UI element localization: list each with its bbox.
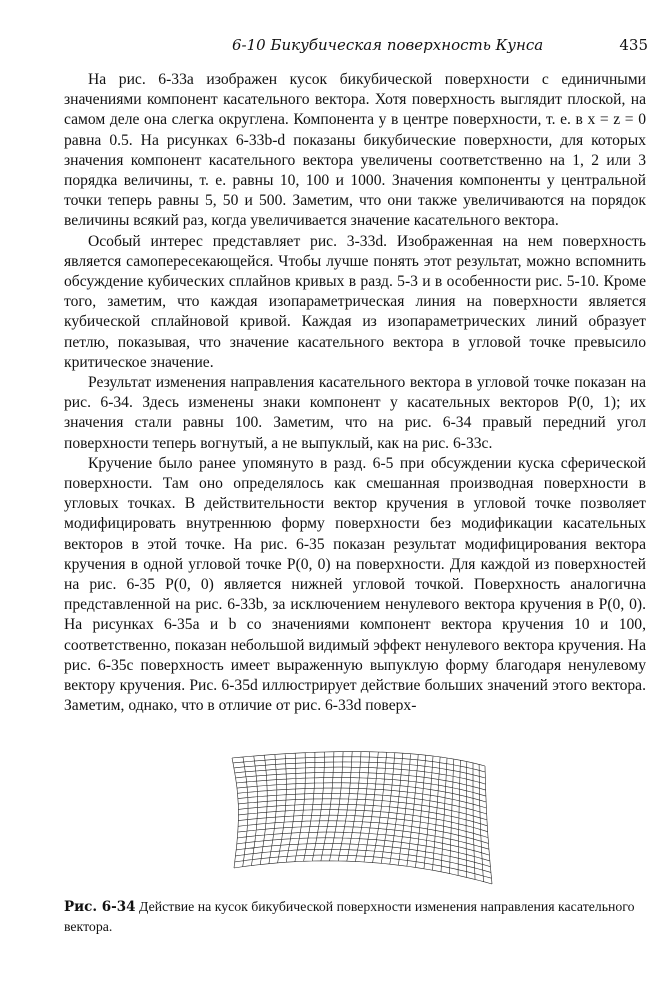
- paragraph: Особый интерес представляет рис. 3-33d. Изображенная на нем поверхность является самопересекающейся. Чтобы лучше понять этот результат, можно вспомнить обсуждение кубических сплайнов кривых в разд. 5-3 и в особенности рис. 5-10. Кроме того, заметим, что каждая изопараметрическая линия на поверхности является кубической сплайновой кривой. Каждая из изопараметрических линий образует петлю, показывая, что значение касательного вектора в угловой точке превысило критическое значение.: [64, 232, 646, 371]
- page-number: 435: [619, 36, 648, 54]
- caption-label: Рис. 6-34: [64, 899, 136, 915]
- running-title: 6-10 Бикубическая поверхность Кунса: [232, 36, 544, 54]
- running-header: [0, 36, 666, 58]
- paragraph: На рис. 6-33a изображен кусок бикубической поверхности с единичными значениями компонент касательного вектора. Хотя поверхность выглядит плоской, на самом деле она слегка округлена. Компонента y в центре поверхности, т. е. в x = z = 0 равна 0.5. На рисунках 6-33b-d показаны бикубические поверхности, для которых значения компонент касательного вектора увеличены соответственно на 1, 2 или 3 порядка величины, т. е. равны 10, 100 и 1000. Значения компоненты у центральной точки теперь равны 5, 50 и 500. Заметим, что они также увеличиваются на порядок величины всякий раз, когда увеличивается значение касательного вектора.: [64, 71, 646, 230]
- body-text: [64, 70, 646, 717]
- figure-6-34: [210, 736, 510, 886]
- surface-mesh: [232, 752, 492, 884]
- paragraph: Кручение было ранее упомянуто в разд. 6-5 при обсуждении куска сферической поверхности. Там оно определялось как смешанная производная поверхности в угловых точках. В действительности вектор кручения в угловой точке позволяет модифицировать внутреннюю форму поверхности без модификации касательных векторов в этой точке. На рис. 6-35 показан результат модифицирования вектора кручения в одной угловой точке P(0, 0) на поверхности. Для каждой из поверхностей на рис. 6-35 P(0, 0) является нижней угловой точкой. Поверхность аналогична представленной на рис. 6-33b, за исключением ненулевого вектора кручения в P(0, 0). На рисунках 6-35a и b со значениями компонент вектора кручения 10 и 100, соответственно, показан небольшой видимый эффект ненулевого вектора кручения. На рис. 6-35c поверхность имеет выраженную выпуклую форму благодаря ненулевому вектору кручения. Рис. 6-35d иллюстрирует действие больших значений этого вектора. Заметим, однако, что в отличие от рис. 6-33d поверх-: [64, 454, 646, 715]
- surface-wireframe-icon: [210, 736, 510, 886]
- caption-text: Действие на кусок бикубической поверхности изменения направления касательного вектора.: [64, 899, 635, 934]
- figure-caption: [64, 897, 646, 936]
- paragraph: Результат изменения направления касательного вектора в угловой точке показан на рис. 6-34. Здесь изменены знаки компонент у касательных векторов P(0, 1); их значения стали равны 100. Заметим, что на рис. 6-34 правый передний угол поверхности теперь вогнутый, а не выпуклый, как на рис. 6-33c.: [64, 374, 646, 452]
